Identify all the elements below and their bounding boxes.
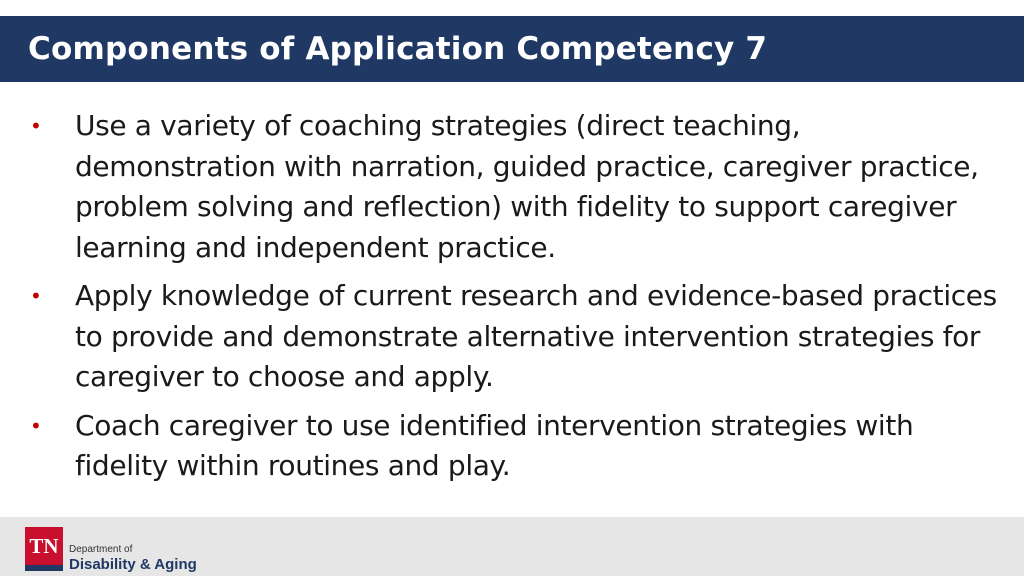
bullet-item [30, 276, 1000, 398]
department-logo [25, 527, 205, 576]
title-bar [0, 16, 1024, 82]
bullet-marker: • [30, 413, 42, 438]
bullet-text: Apply knowledge of current research and evidence-based practices to provide and demonstrate alternative intervention strategies for caregiver to choose and apply. [75, 279, 997, 393]
bullet-marker: • [30, 284, 42, 308]
logo-dept-line: Department of [69, 544, 133, 555]
logo-dept-name: Disability & Aging [69, 556, 197, 573]
bullet-text: Use a variety of coaching strategies (direct teaching, demonstration with narration, guided practice, caregiver practice, problem solving and reflection) with fidelity to support caregiver learning and independent practice. [75, 109, 979, 264]
bullet-marker: • [30, 114, 42, 138]
bullet-text: Coach caregiver to use identified intervention strategies with fidelity within routines and play. [75, 408, 914, 482]
bullet-item [30, 406, 1000, 487]
slide-title: Components of Application Competency 7 [28, 31, 768, 67]
bullet-list [30, 106, 1000, 495]
footer-bar [0, 517, 1024, 576]
tn-logo-mark: TN [25, 527, 63, 571]
bullet-item [30, 106, 1000, 268]
